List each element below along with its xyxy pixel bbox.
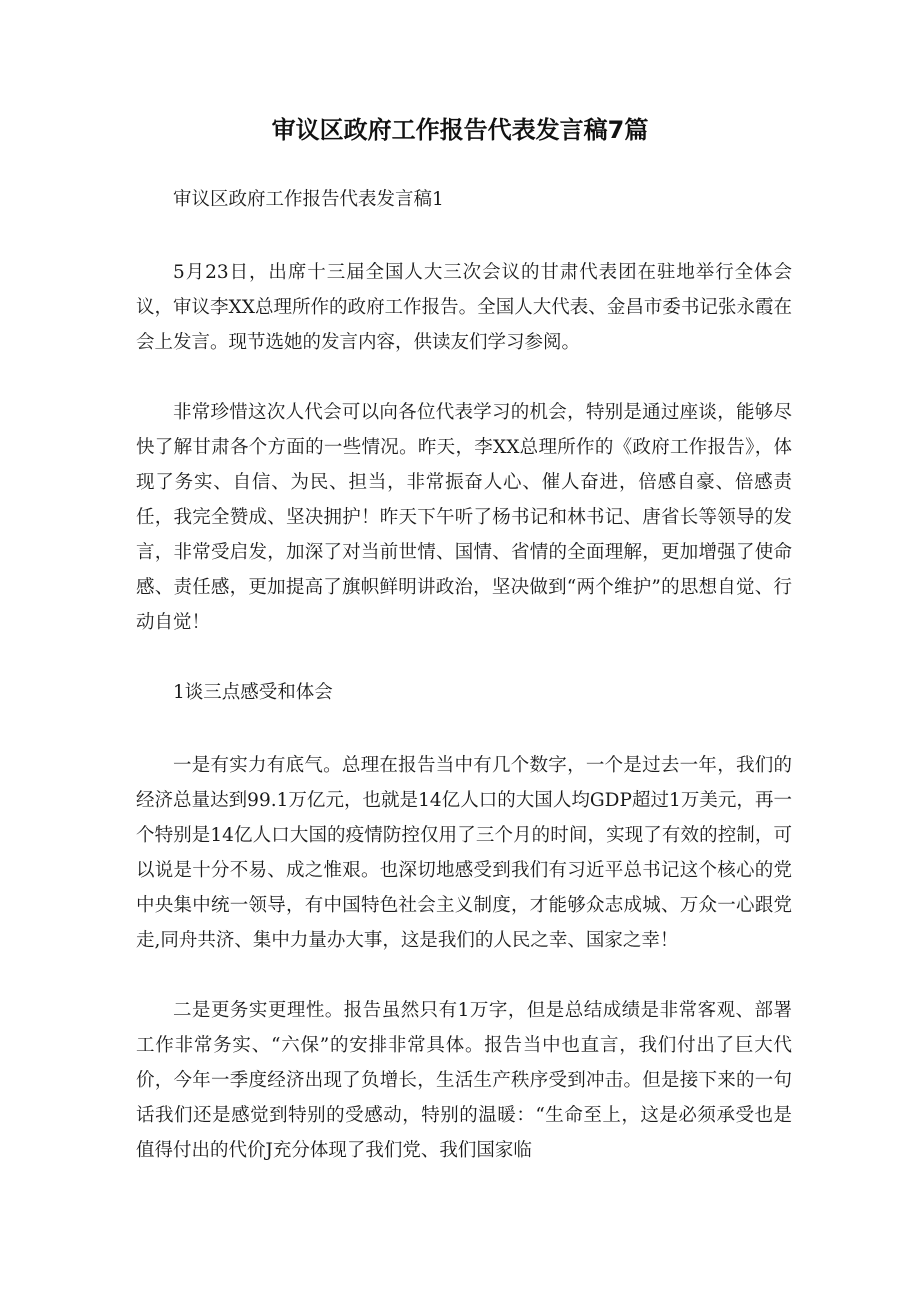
paragraph-point-two: 二是更务实更理性。报告虽然只有1万字，但是总结成绩是非常客观、部署工作非常务实、“六保”的安排非常具体。报告当中也直言，我们付出了巨大代价，今年一季度经济出现了负增长，生活生产秩序受到冲击。但是接下来的一句话我们还是感觉到特别的受感动，特别的温暖：“生命至上，这是必须承受也是值得付出的代价J充分体现了我们党、我们国家临 xyxy=(136,1000,792,1161)
paragraph-opening: 非常珍惜这次人代会可以向各位代表学习的机会，特别是通过座谈，能够尽快了解甘肃各个方面的一些情况。昨天，李XX总理所作的《政府工作报告》，体现了务实、自信、为民、担当，非常振奋人心、催人奋进，倍感自豪、倍感责任，我完全赞成、坚决拥护！昨天下午听了杨书记和林书记、唐省长等领导的发言，非常受启发，加深了对当前世情、国情、省情的全面理解，更加增强了使命感、责任感，更加提高了旗帜鲜明讲政治，坚决做到“两个维护”的思想自觉、行动自觉！ xyxy=(136,402,792,633)
document-title: 审议区政府工作报告代表发言稿7篇 xyxy=(271,116,649,144)
section-subheading: 1谈三点感受和体会 xyxy=(173,682,333,703)
section-heading: 审议区政府工作报告代表发言稿1 xyxy=(173,189,444,210)
paragraph-intro: 5月23日，出席十三届全国人大三次会议的甘肃代表团在驻地举行全体会议，审议李XX总理所作的政府工作报告。全国人大代表、金昌市委书记张永霞在会上发言。现节选她的发言内容，供读友们学习参阅。 xyxy=(136,262,792,353)
paragraph-point-one: 一是有实力有底气。总理在报告当中有几个数字，一个是过去一年，我们的经济总量达到99.1万亿元，也就是14亿人口的大国人均GDP超过1万美元，再一个特别是14亿人口大国的疫情防控仅用了三个月的时间，实现了有效的控制，可以说是十分不易、成之惟艰。也深切地感受到我们有习近平总书记这个核心的党中央集中统一领导，有中国特色社会主义制度，才能够众志成城、万众一心跟党走,同舟共济、集中力量办大事，这是我们的人民之幸、国家之幸！ xyxy=(136,755,792,951)
document-body xyxy=(136,182,792,1203)
